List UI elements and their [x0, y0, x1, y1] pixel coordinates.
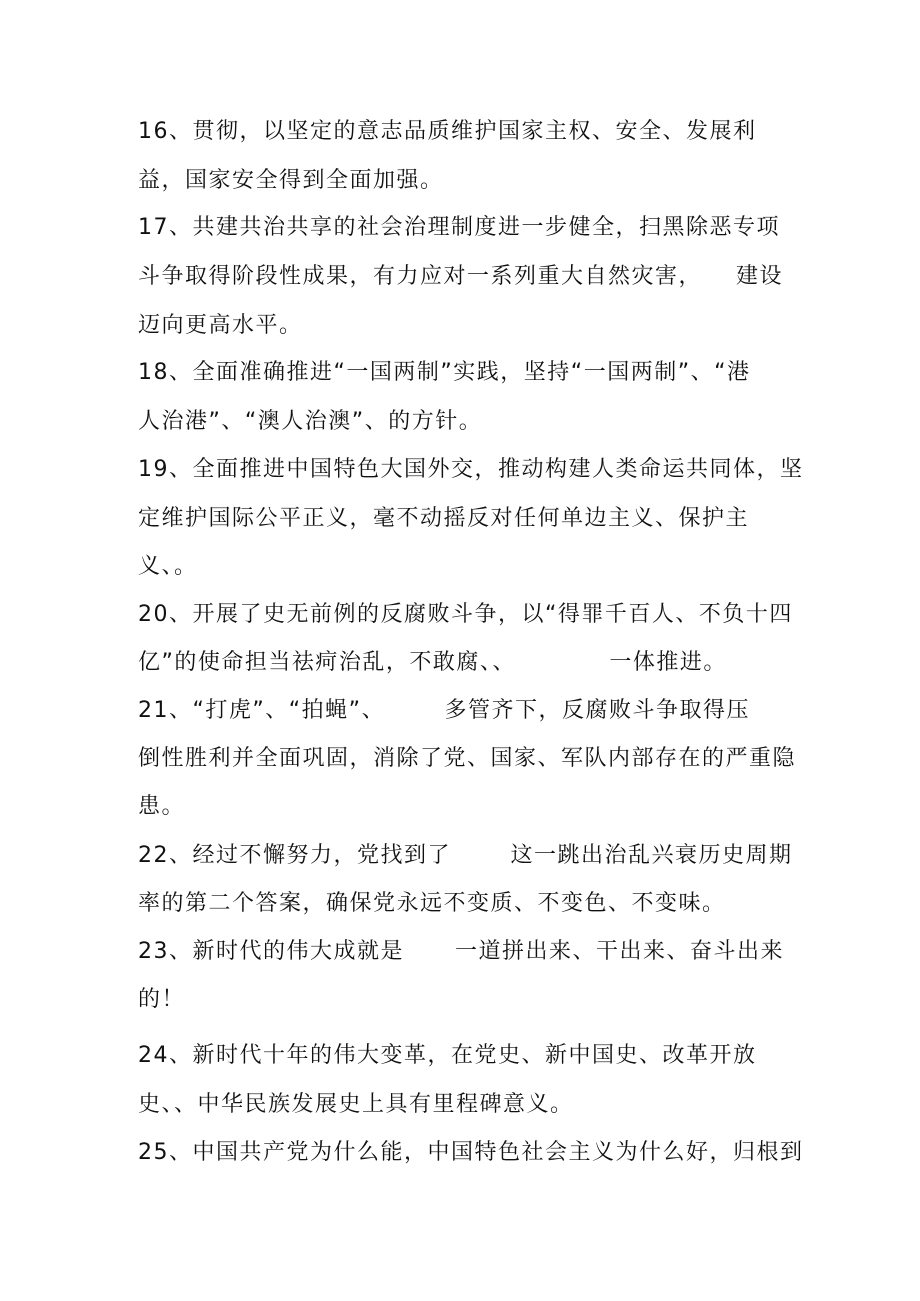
item-17-line-1: 17、共建共治共享的社会治理制度进一步健全，扫黑除恶专项 — [138, 215, 780, 240]
item-16-line-2: 益，国家安全得到全面加强。 — [138, 168, 444, 193]
item-17-line-2: 斗争取得阶段性成果，有力应对一系列重大自然灾害， 建设 — [138, 264, 783, 289]
item-20-line-2: 亿”的使命担当祛疴治乱，不敢腐、、 一体推进。 — [138, 650, 727, 675]
item-19-line-1: 19、全面推进中国特色大国外交，推动构建人类命运共同体，坚 — [138, 457, 804, 482]
item-19-line-3: 义、。 — [138, 554, 198, 579]
item-25-line-1: 25、中国共产党为什么能，中国特色社会主义为什么好，归根到 — [138, 1140, 804, 1165]
item-18-line-2: 人治港”、“澳人治澳”、的方针。 — [138, 409, 483, 434]
item-21-line-2: 倒性胜利并全面巩固，消除了党、国家、军队内部存在的严重隐 — [138, 746, 797, 771]
item-20-line-1: 20、开展了史无前例的反腐败斗争，以“得罪千百人、不负十四 — [138, 602, 793, 627]
item-16-line-1: 16、贯彻，以坚定的意志品质维护国家主权、安全、发展利 — [138, 119, 757, 144]
item-17-line-3: 迈向更高水平。 — [138, 313, 303, 338]
item-24-line-1: 24、新时代十年的伟大变革，在党史、新中国史、改革开放 — [138, 1043, 757, 1068]
item-23-line-2: 的！ — [138, 987, 186, 1012]
item-22-line-1: 22、经过不懈努力，党找到了 这一跳出治乱兴衰历史周期 — [138, 843, 793, 868]
item-21-line-3: 患。 — [138, 794, 186, 819]
item-24-line-2: 史、、中华民族发展史上具有里程碑意义。 — [138, 1092, 574, 1117]
item-23-line-1: 23、新时代的伟大成就是 一道拼出来、干出来、奋斗出来 — [138, 939, 784, 964]
item-19-line-2: 定维护国际公平正义，毫不动摇反对任何单边主义、保护主 — [138, 506, 750, 531]
item-21-line-1: 21、“打虎”、“拍蝇”、 多管齐下，反腐败斗争取得压 — [138, 698, 751, 723]
item-18-line-1: 18、全面准确推进“一国两制”实践，坚持“一国两制”、“港 — [138, 360, 751, 385]
item-22-line-2: 率的第二个答案，确保党永远不变质、不变色、不变味。 — [138, 891, 726, 916]
